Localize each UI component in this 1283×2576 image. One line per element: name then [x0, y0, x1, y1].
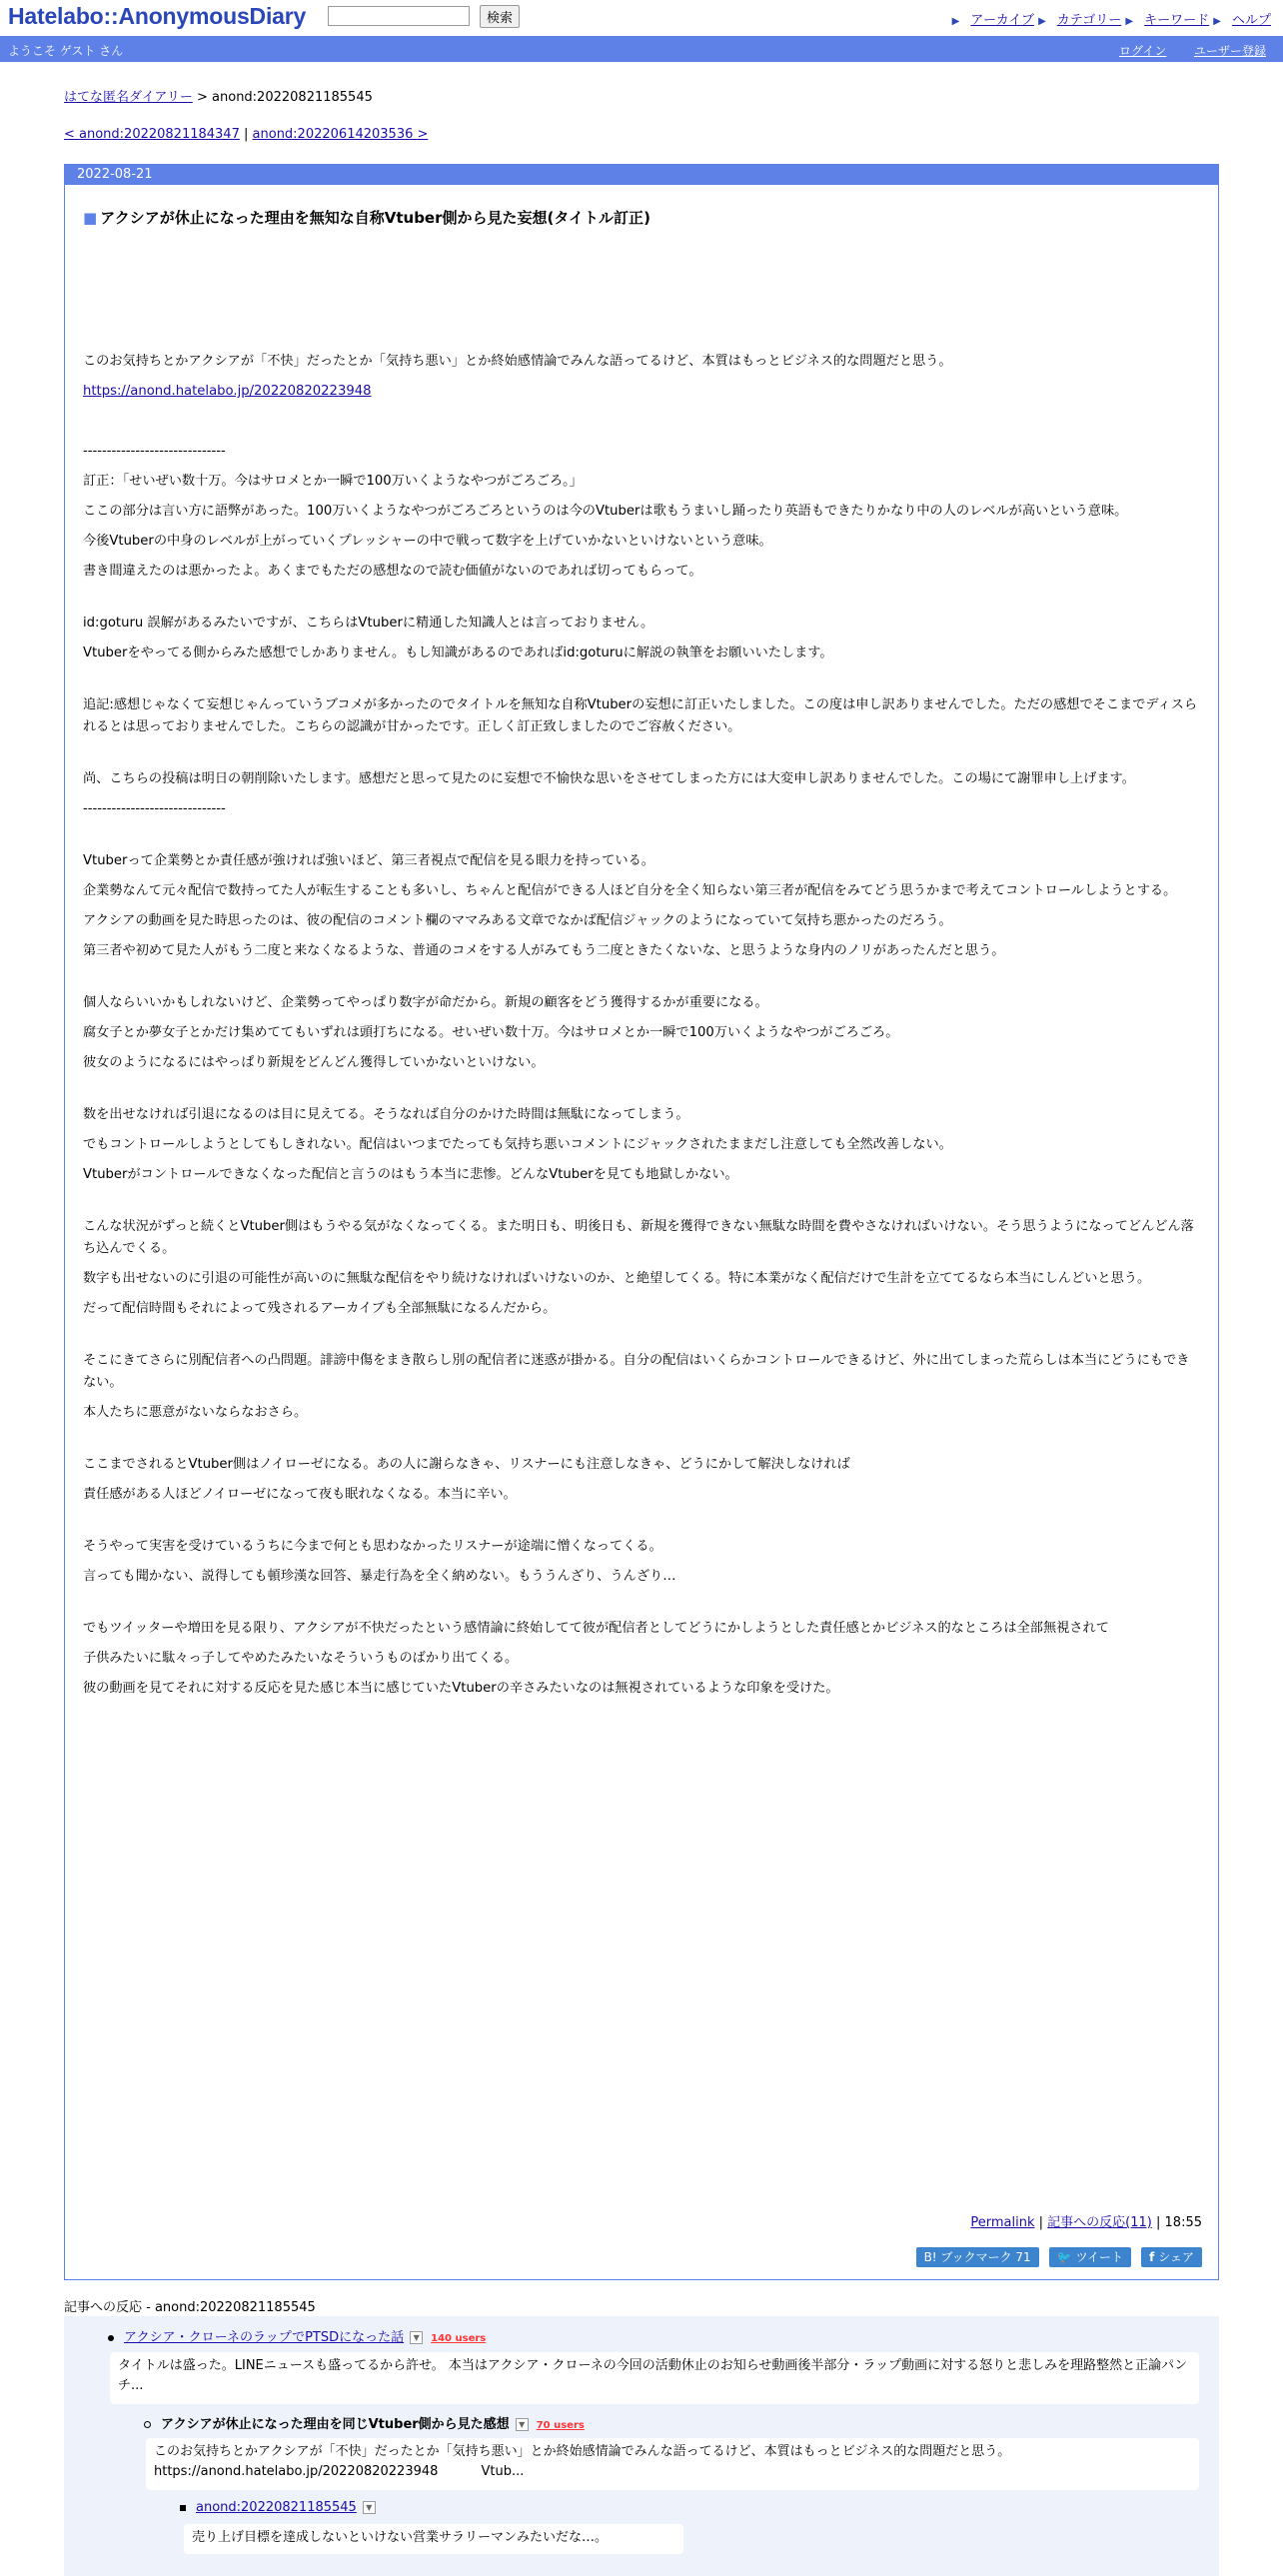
bookmark-count: 71	[1015, 2250, 1031, 2264]
arrow-icon: ▶	[1125, 16, 1134, 27]
entry-line: 責任感がある人ほどノイローゼになって夜も眠れなくなる。本当に辛い。	[83, 1487, 517, 1502]
entry-body	[83, 351, 1198, 1708]
reaction-item	[108, 2326, 486, 2345]
facebook-label: シェア	[1158, 2250, 1194, 2264]
entry-line: こんな状況がずっと続くとVtuber側はもうやる気がなくなってくる。また明日も、明後日も、新規を獲得できない無駄な時間を費やさなければいけない。そう思うようになってどんどん落ち込んでくる。	[83, 1219, 1194, 1256]
nav-archive[interactable]: アーカイブ	[970, 13, 1034, 28]
tweet-label: ツイート	[1075, 2250, 1124, 2264]
entry-line: 書き間違えたのは悪かったよ。あくまでもただの感想なので読む価値がないのであれば切ってもらって。	[83, 564, 702, 579]
search-button[interactable]: 検索	[480, 5, 520, 28]
entry-line: 今後Vtuberの中身のレベルが上がっていくプレッシャーの中で戦って数字を上げていかないといけないという意味。	[83, 534, 772, 549]
reaction-title-link[interactable]: アクシア・クローネのラップでPTSDになった話	[124, 2330, 405, 2345]
entry-section	[64, 164, 1219, 2280]
share-bar	[910, 2247, 1202, 2267]
entry-line: 企業勢なんて元々配信で数持ってた人が転生することも多いし、ちゃんと配信ができる人ほど自分を全く知らない第三者が配信をみてどう思うかまで考えてコントロールしようとする。	[83, 883, 1177, 898]
paragraph-group	[83, 351, 1198, 373]
welcome-text: ようこそ ゲスト さん	[8, 44, 124, 58]
reactions-heading: 記事への反応 - anond:20220821185545	[64, 2300, 316, 2315]
reaction-snippet: 売り上げ目標を達成しないといけない営業サラリーマンみたいだな…。	[184, 2524, 683, 2554]
breadcrumb-separator: >	[196, 90, 208, 105]
paragraph-group	[83, 441, 1198, 583]
entry-footer	[970, 2211, 1202, 2230]
bullet-icon	[180, 2505, 186, 2511]
reaction-item	[180, 2500, 376, 2515]
paragraph-group	[83, 613, 1198, 664]
nav-category[interactable]: カテゴリー	[1056, 13, 1122, 28]
nav-keyword[interactable]: キーワード	[1144, 13, 1210, 28]
users-badge[interactable]: 70 users	[536, 2420, 585, 2431]
entry-date: 2022-08-21	[65, 165, 1218, 185]
entry-line: 彼女のようになるにはやっぱり新規をどんどん獲得していかないといけない。	[83, 1055, 545, 1070]
entry-line: Vtuberがコントロールできなくなった配信と言うのはもう本当に悲惨。どんなVtuberを見ても地獄しかない。	[83, 1167, 738, 1182]
entry-line: 本人たちに悪意がないならなおさら。	[83, 1405, 308, 1420]
chevron-down-icon[interactable]: ▼	[363, 2501, 376, 2514]
arrow-icon: ▶	[1038, 16, 1046, 27]
entry-line: ------------------------------	[83, 801, 226, 816]
entry-line: でもツイッターや増田を見る限り、アクシアが不快だったという感情論に終始してて彼が配信者としてどうにかしようとした責任感とかビジネス的なところは全部無視されて	[83, 1621, 1109, 1636]
pager-separator: |	[244, 127, 249, 142]
entry-line: そうやって実害を受けているうちに今まで何とも思わなかったリスナーが途端に憎くなってくる。	[83, 1539, 662, 1554]
linked-entry-url[interactable]: https://anond.hatelabo.jp/20220820223948	[83, 384, 372, 399]
entry-line: 数を出せなければ引退になるのは目に見えてる。そうなれば自分のかけた時間は無駄になってしまう。	[83, 1107, 689, 1122]
bullet-icon	[144, 2421, 151, 2428]
chevron-down-icon[interactable]: ▼	[516, 2418, 529, 2431]
reactions-panel	[64, 2316, 1219, 2576]
reaction-title-link[interactable]: anond:20220821185545	[196, 2500, 357, 2515]
paragraph-group	[83, 1350, 1198, 1424]
entry-line: だって配信時間もそれによって残されるアーカイブも全部無駄になるんだから。	[83, 1301, 557, 1316]
nav-help[interactable]: ヘルプ	[1231, 13, 1271, 28]
paragraph-group	[83, 768, 1198, 820]
next-entry-link[interactable]: anond:20220614203536 >	[252, 127, 429, 142]
arrow-icon: ▶	[1213, 16, 1221, 27]
entry-line: 尚、こちらの投稿は明日の朝削除いたします。感想だと思って見たのに妄想で不愉快な思いをさせてしまった方には大変申し訳ありませんでした。この場にて謝罪申し上げます。	[83, 771, 1135, 786]
prev-entry-link[interactable]: < anond:20220821184347	[64, 127, 240, 142]
footer-separator: |	[1038, 2215, 1044, 2230]
welcome-bar	[0, 36, 1283, 62]
entry-title	[83, 207, 650, 228]
entry-line: 数字も出せないのに引退の可能性が高いのに無駄な配信をやり続けなければいけないのか、と絶望してくる。特に本業がなく配信だけで生計を立ててるなら本当にしんどいと思う。	[83, 1271, 1151, 1286]
entry-line: そこにきてさらに別配信者への凸問題。誹謗中傷をまき散らし別の配信者に迷惑が掛かる。自分の配信はいくらかコントロールできるけど、外に出てしまった荒らしは本当にどうにもできない。	[83, 1353, 1190, 1390]
entry-line: 訂正：「せいぜい数十万。今はサロメとか一瞬で100万いくようなやつがごろごろ。」	[83, 474, 583, 489]
login-link[interactable]: ログイン	[1119, 44, 1167, 58]
entry-line: 腐女子とか夢女子とかだけ集めててもいずれは頭打ちになる。せいぜい数十万。今はサロメとか一瞬で100万いくようなやつがごろごろ。	[83, 1025, 899, 1040]
paragraph-group	[83, 381, 1198, 403]
bullet-icon	[108, 2335, 114, 2341]
tweet-button[interactable]	[1049, 2247, 1131, 2267]
entry-line: 個人ならいいかもしれないけど、企業勢ってやっぱり数字が命だから。新規の顧客をどう獲得するかが重要になる。	[83, 995, 768, 1010]
reaction-title[interactable]: アクシアが休止になった理由を同じVtuber側から見た感想	[161, 2417, 510, 2432]
bookmark-label: B! ブックマーク	[923, 2250, 1012, 2264]
entry-line: でもコントロールしようとしてもしきれない。配信はいつまでたっても気持ち悪いコメントにジャックされたままだし注意しても全然改善しない。	[83, 1137, 952, 1152]
twitter-icon: 🐦	[1056, 2250, 1072, 2264]
paragraph-group	[83, 1536, 1198, 1588]
entry-line: 子供みたいに駄々っ子してやめたみたいなそういうものばかり出てくる。	[83, 1651, 519, 1666]
pager	[64, 127, 428, 142]
square-icon[interactable]: ■	[83, 209, 98, 227]
register-link[interactable]: ユーザー登録	[1194, 44, 1267, 58]
top-bar	[0, 0, 1283, 36]
reaction-item	[144, 2413, 585, 2432]
paragraph-group	[83, 694, 1198, 738]
entry-line: アクシアの動画を見た時思ったのは、彼の配信のコメント欄のママみある文章でなかば配信ジャックのようになっていて気持ち悪かったのだろう。	[83, 913, 952, 928]
entry-title-text: アクシアが休止になった理由を無知な自称Vtuber側から見た妄想(タイトル訂正)	[100, 209, 650, 227]
entry-line: このお気持ちとかアクシアが「不快」だったとか「気持ち悪い」とか終始感情論でみんな語ってるけど、本質はもっとビジネス的な問題だと思う。	[83, 354, 952, 369]
arrow-icon: ▶	[951, 16, 960, 27]
entry-line: ここの部分は言い方に語弊があった。100万いくようなやつがごろごろというのは今のVtuberは歌もうまいし踊ったり英語もできたりかなり中の人のレベルが高いという意味。	[83, 504, 1128, 519]
footer-separator: |	[1156, 2215, 1161, 2230]
breadcrumb-current: anond:20220821185545	[212, 90, 373, 105]
paragraph-group	[83, 1216, 1198, 1320]
paragraph-group	[83, 850, 1198, 962]
paragraph-group	[83, 1618, 1198, 1700]
entry-line: 言っても聞かない、説得しても頓珍漢な回答、暴走行為を全く納めない。もううんざり、うんざり…	[83, 1569, 676, 1584]
site-logo[interactable]: Hatelabo::AnonymousDiary	[8, 3, 307, 29]
entry-line: ここまでされるとVtuber側はノイローゼになる。あの人に謝らなきゃ、リスナーにも注意しなきゃ、どうにかして解決しなければ	[83, 1457, 850, 1472]
entry-time: 18:55	[1164, 2215, 1202, 2230]
search-input[interactable]	[328, 6, 470, 26]
entry-line: 第三者や初めて見た人がもう二度と来なくなるような、普通のコメをする人がみてもう二度ときたくないな、と思うような身内のノリがあったんだと思う。	[83, 943, 1005, 958]
bookmark-button[interactable]	[916, 2247, 1039, 2267]
paragraph-group	[83, 1104, 1198, 1186]
facebook-button[interactable]	[1141, 2247, 1202, 2267]
entry-line	[83, 381, 1198, 403]
facebook-icon: f	[1149, 2250, 1155, 2264]
breadcrumb	[64, 86, 373, 105]
entry-line: Vtuberって企業勢とか責任感が強ければ強いほど、第三者視点で配信を見る眼力を持っている。	[83, 853, 654, 868]
users-badge[interactable]: 140 users	[431, 2333, 487, 2344]
breadcrumb-root[interactable]: はてな匿名ダイアリー	[64, 90, 193, 105]
entry-line: id:goturu 誤解があるみたいですが、こちらはVtuberに精通した知識人とは言っておりません。	[83, 616, 654, 631]
reaction-snippet: タイトルは盛った。LINEニュースも盛ってるから許せ。 本当はアクシア・クローネの今回の活動休止のお知らせ動画後半部分・ラップ動画に対する怒りと悲しみを理路整然と正論パンチ...	[110, 2352, 1199, 2404]
entry-line: 追記:感想じゃなくて妄想じゃんっていうブコメが多かったのでタイトルを無知な自称Vtuberの妄想に訂正いたしました。この度は申し訳ありませんでした。ただの感想でそこまでディスられるとは思っておりませんでした。こちらの認識が甘かったです。正しく訂正致しましたのでご容赦ください。	[83, 697, 1198, 734]
paragraph-group	[83, 1454, 1198, 1506]
permalink[interactable]: Permalink	[970, 2215, 1035, 2230]
reaction-snippet: このお気持ちとかアクシアが「不快」だったとか「気持ち悪い」とか終始感情論でみんな語ってるけど、本質はもっとビジネス的な問題だと思う。 https://anond.hatelabo.jp/20220820223948 Vtub...	[146, 2438, 1199, 2490]
entry-line: 彼の動画を見てそれに対する反応を見た感じ本当に感じていたVtuberの辛さみたいなのは無視されているような印象を受けた。	[83, 1681, 839, 1696]
top-nav	[952, 9, 1271, 28]
reactions-link[interactable]: 記事への反応(11)	[1047, 2215, 1152, 2230]
paragraph-group	[83, 992, 1198, 1074]
entry-line: ------------------------------	[83, 444, 226, 459]
chevron-down-icon[interactable]: ▼	[410, 2331, 423, 2344]
entry-line: Vtuberをやってる側からみた感想でしかありません。もし知識があるのであればid:goturuに解説の執筆をお願いいたします。	[83, 645, 833, 660]
